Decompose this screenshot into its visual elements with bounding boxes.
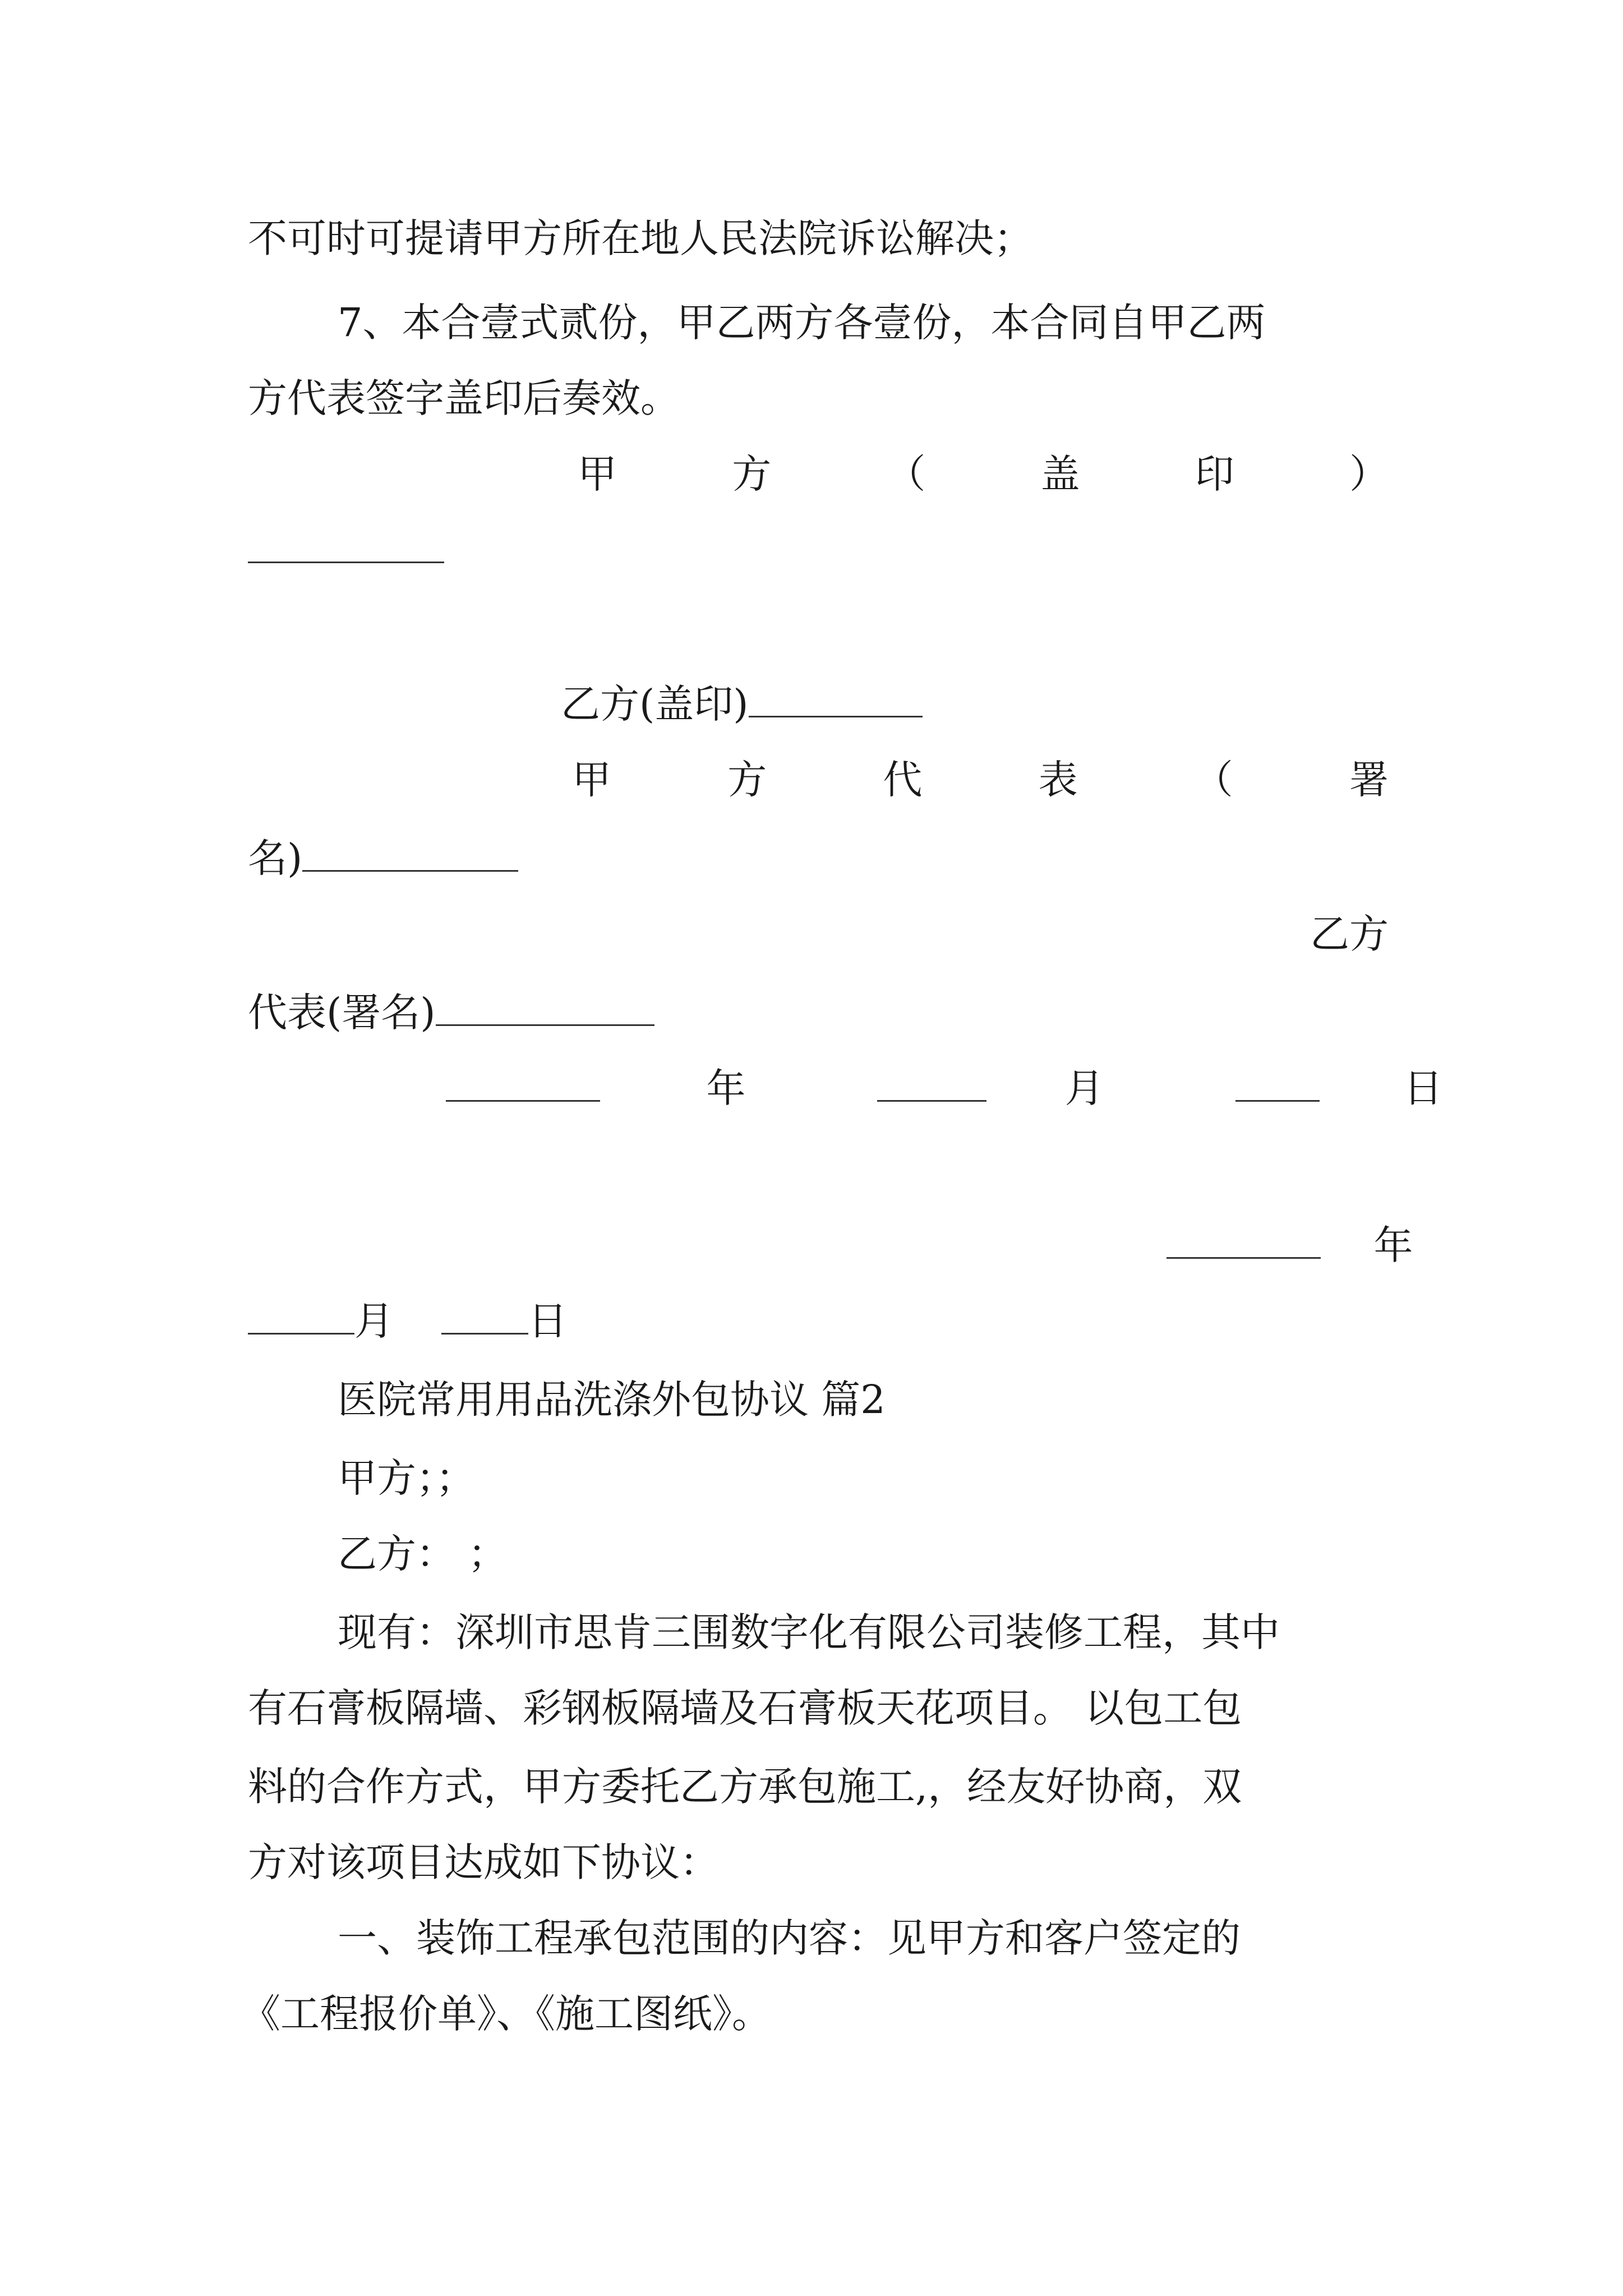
month-label: 月: [1064, 1065, 1104, 1111]
text-line: 不可时可提请甲方所在地人民法院诉讼解决；: [248, 215, 1033, 261]
date-line-2-month-day: [248, 1296, 568, 1346]
clause-7-line-2: 方代表签字盖印后奏效。: [248, 375, 680, 421]
year-blank: [446, 1066, 600, 1102]
party-a-line: 甲方；；: [338, 1455, 475, 1501]
date-line-2-year: [1166, 1220, 1413, 1271]
party-b-line: 乙方： ；: [338, 1531, 508, 1577]
party-b-rep-end-label: 代表(署名): [248, 990, 436, 1036]
party-a-stamp-char: ）: [1349, 451, 1389, 497]
party-a-rep-char: （: [1193, 757, 1233, 803]
month-blank: [877, 1066, 986, 1102]
party-a-rep-line: [572, 754, 1389, 805]
day-label: 日: [1403, 1065, 1443, 1111]
year-label: 年: [706, 1065, 746, 1111]
party-a-rep-char: 表: [1038, 757, 1078, 803]
party-a-rep-char: 甲: [572, 757, 611, 803]
party-a-rep-char: 署: [1349, 757, 1389, 803]
date-line-1: [446, 1063, 1443, 1114]
day-blank: [1235, 1066, 1320, 1102]
section-title: 医院常用用品洗涤外包协议 篇2: [338, 1377, 886, 1423]
day-label: 日: [528, 1298, 568, 1344]
party-a-stamp-char: 方: [732, 451, 772, 497]
party-a-stamp-char: 甲: [578, 451, 617, 497]
month-label: 月: [354, 1298, 394, 1344]
paragraph-line: 方对该项目达成如下协议：: [248, 1839, 719, 1885]
party-a-stamp-blank: [248, 524, 444, 575]
party-a-rep-end-line: [248, 833, 518, 884]
party-a-stamp-char: 盖: [1040, 451, 1080, 497]
clause-7-line-1: 7、本合壹式贰份，甲乙两方各壹份，本合同自甲乙两: [338, 300, 1266, 346]
day-blank: [441, 1299, 528, 1335]
party-b-rep-start: 乙方: [1310, 911, 1389, 957]
paragraph-line: 料的合作方式，甲方委托乙方承包施工,，经友好协商，双: [248, 1764, 1242, 1810]
year-label: 年: [1373, 1222, 1413, 1268]
party-a-stamp-line: [578, 449, 1389, 499]
paragraph-line: 一、装饰工程承包范围的内容：见甲方和客户签定的: [338, 1915, 1241, 1961]
party-a-rep-char: 方: [727, 757, 767, 803]
party-b-rep-blank: [436, 991, 654, 1026]
paragraph-line: 《工程报价单》、《施工图纸》。: [241, 1991, 771, 2037]
paragraph-line: 现有：深圳市思肯三围数字化有限公司装修工程，其中: [338, 1609, 1280, 1655]
paragraph-line: 有石膏板隔墙、彩钢板隔墙及石膏板天花项目。 以包工包: [248, 1685, 1242, 1731]
party-b-rep-end-line: [248, 987, 654, 1038]
party-a-stamp-char: 印: [1195, 451, 1234, 497]
party-b-stamp-blank: [749, 682, 923, 717]
party-a-rep-char: 代: [883, 757, 923, 803]
party-a-rep-blank: [302, 836, 518, 872]
party-a-rep-end-label: 名): [248, 835, 303, 881]
party-a-stamp-char: （: [886, 451, 926, 497]
party-b-stamp-label: 乙方(盖印): [561, 681, 749, 727]
year-blank: [1166, 1223, 1321, 1259]
party-b-stamp-line: [561, 679, 923, 729]
month-blank: [248, 1299, 354, 1335]
